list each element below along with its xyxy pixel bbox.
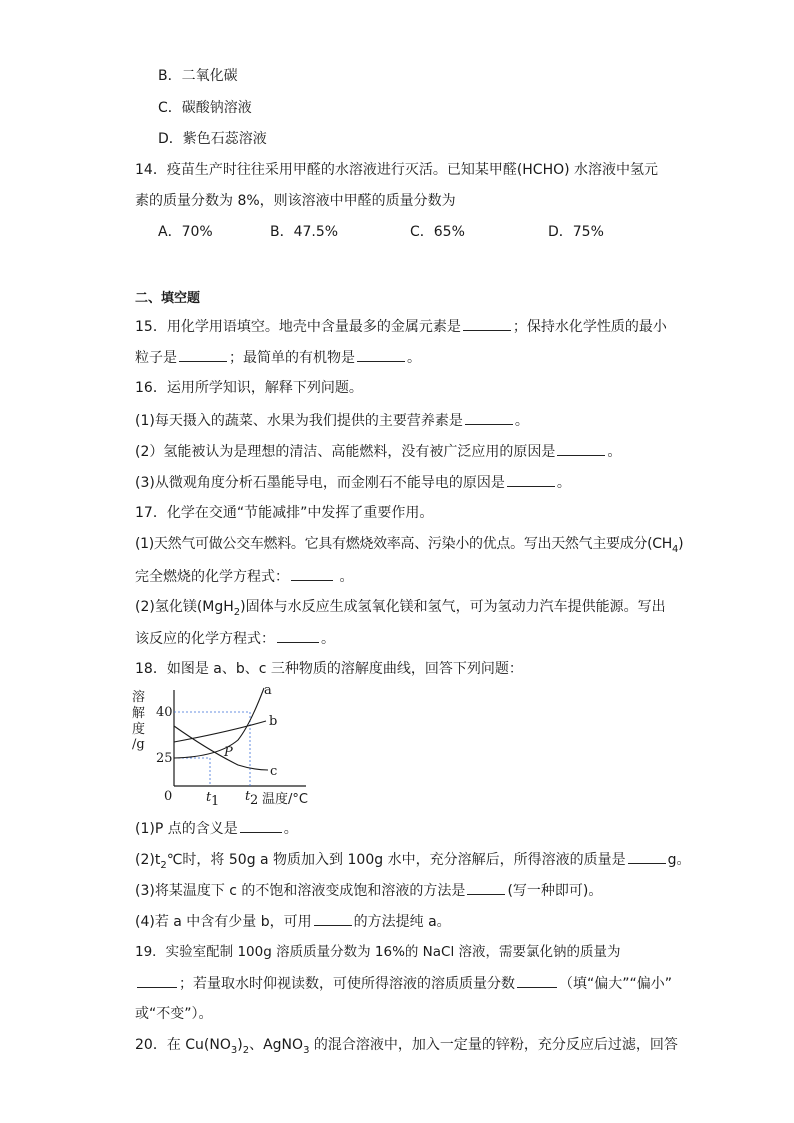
q15-line-2	[135, 347, 421, 368]
y-tick-40: 40	[156, 705, 173, 720]
q18-p4-end: 的方法提纯 a。	[353, 914, 451, 930]
series-label-b: b	[269, 714, 278, 729]
q16-part-2	[135, 441, 621, 462]
q17-part-1-line-2	[135, 566, 353, 587]
q18-part-4	[135, 911, 451, 932]
q16-stem: 16．运用所学知识，解释下列问题。	[135, 380, 363, 396]
q17-p1-subscript: 4	[672, 543, 679, 555]
q19-text-2: （填“偏大”“偏小”	[559, 976, 673, 992]
q18-p2-end: g。	[667, 852, 691, 868]
q16-p3-end: 。	[556, 475, 571, 491]
y-label-char-1: 溶	[132, 690, 146, 705]
q18-p2-subscript: 2	[160, 859, 167, 871]
q17-blank-1[interactable]	[291, 566, 333, 581]
q14-option-d: D．75%	[548, 224, 604, 240]
q17-blank-2[interactable]	[277, 628, 319, 643]
q16-p1-text: (1)每天摄入的蔬菜、水果为我们提供的主要营养素是	[135, 413, 463, 429]
x-axis-label: 温度/°C	[262, 792, 308, 807]
origin-label: 0	[164, 789, 173, 804]
section-heading-fill-in: 二、填空题	[135, 291, 201, 306]
y-label-unit: /g	[132, 737, 145, 752]
q15-text-1: 15．用化学用语填空。地壳中含量最多的金属元素是	[135, 319, 461, 335]
q18-blank-3[interactable]	[467, 880, 505, 895]
q19-line-1: 19．实验室配制 100g 溶质质量分数为 16%的 NaCl 溶液，需要氯化钠的质量为	[135, 944, 621, 960]
q20-sub-2: 2	[242, 1044, 250, 1056]
q20-sub-3: 3	[303, 1044, 310, 1056]
q20-text-b: )	[237, 1037, 243, 1053]
q16-part-3	[135, 472, 571, 493]
q14-line-2: 素的质量分数为 8%，则该溶液中甲醛的质量分数为	[135, 193, 456, 209]
q15-text-4: ；最简单的有机物是	[229, 350, 355, 366]
q16-blank-1[interactable]	[465, 410, 513, 425]
q15-text-2: ；保持水化学性质的最小	[512, 319, 667, 335]
x-tick-t2: t	[245, 789, 251, 804]
q19-blank-1[interactable]	[137, 973, 177, 988]
q17-part-1-line-1	[135, 534, 683, 560]
q15-line-1	[135, 316, 667, 337]
q17-p2-end: 。	[321, 631, 335, 647]
q18-part-3	[135, 880, 602, 901]
q20-text-d: 的混合溶液中，加入一定量的锌粉，充分反应后过滤，回答	[309, 1037, 678, 1053]
q14-option-c: C．65%	[410, 224, 465, 240]
q19-blank-2[interactable]	[517, 973, 557, 988]
q16-part-1	[135, 410, 529, 431]
q18-p1-end: 。	[283, 821, 298, 837]
curve-a	[174, 688, 264, 758]
solubility-curve-figure	[128, 680, 328, 810]
series-label-a: a	[264, 683, 272, 698]
q15-text-3: 粒子是	[135, 350, 177, 366]
q18-stem: 18．如图是 a、b、c 三种物质的溶解度曲线，回答下列问题：	[135, 661, 523, 677]
q16-p1-end: 。	[514, 413, 529, 429]
q20-text-a: 20．在 Cu(NO	[135, 1037, 231, 1053]
q17-part-2-line-2	[135, 628, 335, 649]
q20-sub-1: 3	[230, 1044, 238, 1056]
q15-blank-1[interactable]	[463, 316, 511, 331]
q13-option-c: C．碳酸钠溶液	[158, 100, 252, 116]
q15-blank-3[interactable]	[357, 347, 405, 362]
q17-p2-text: (2)氢化镁(MgH	[135, 599, 234, 615]
q13-option-b: B．二氧化碳	[158, 68, 238, 84]
q16-p2-text: (2）氢能被认为是理想的清洁、高能燃料，没有被广泛应用的原因是	[135, 444, 556, 460]
y-label-char-2: 解	[132, 706, 146, 721]
q18-part-1	[135, 818, 298, 839]
curve-b	[174, 721, 266, 742]
q18-p1-text: (1)P 点的含义是	[135, 821, 238, 837]
q18-p2-rest: ℃时，将 50g a 物质加入到 100g 水中，充分溶解后，所得溶液的质量是	[166, 852, 626, 868]
q18-part-2	[135, 849, 690, 876]
q15-blank-2[interactable]	[179, 347, 227, 362]
y-tick-25: 25	[156, 751, 173, 766]
q16-p3-text: (3)从微观角度分析石墨能导电，而金刚石不能导电的原因是	[135, 475, 505, 491]
q13-option-d: D．紫色石蕊溶液	[158, 131, 267, 147]
x-tick-t2-sub: 2	[250, 793, 259, 808]
q18-p3-end: (写一种即可)。	[507, 883, 603, 899]
y-label-char-3: 度	[132, 722, 146, 737]
q16-blank-3[interactable]	[507, 472, 555, 487]
point-label-p: P	[224, 745, 233, 760]
q18-blank-2[interactable]	[628, 849, 666, 864]
q18-p4-text: (4)若 a 中含有少量 b，可用	[135, 914, 312, 930]
q17-p1-prompt: 完全燃烧的化学方程式：	[135, 569, 289, 585]
q17-p1-text: (1)天然气可做公交车燃料。它具有燃烧效率高、污染小的优点。写出天然气主要成分(CH	[135, 536, 672, 552]
q18-blank-1[interactable]	[240, 818, 282, 833]
q17-p1-paren: )	[678, 536, 684, 552]
q17-p1-end: 。	[335, 569, 354, 585]
q17-p2-subscript: 2	[233, 606, 241, 618]
q18-p3-text: (3)将某温度下 c 的不饱和溶液变成饱和溶液的方法是	[135, 883, 466, 899]
q20-line-1	[135, 1035, 678, 1061]
q16-blank-2[interactable]	[557, 441, 605, 456]
q17-part-2-line-1	[135, 597, 666, 623]
x-tick-t1-sub: 1	[211, 794, 220, 809]
q20-text-c: 、AgNO	[249, 1037, 304, 1053]
x-tick-t1: t	[206, 790, 212, 805]
q19-line-3: 或“不变”）。	[135, 1006, 213, 1022]
q14-option-a: A．70%	[158, 224, 213, 240]
q17-p2-prompt: 该反应的化学方程式：	[135, 631, 275, 647]
q15-text-5: 。	[407, 350, 421, 366]
q19-line-2	[135, 973, 672, 994]
series-label-c: c	[270, 764, 278, 779]
q19-text-1: ；若量取水时仰视读数，可使所得溶液的溶质质量分数	[179, 976, 515, 992]
q18-blank-4[interactable]	[314, 911, 352, 926]
q14-line-1: 14．疫苗生产时往往采用甲醛的水溶液进行灭活。已知某甲醛(HCHO) 水溶液中氢元	[135, 162, 659, 178]
q18-p2-text: (2)t	[135, 852, 161, 868]
q17-stem: 17．化学在交通“节能减排”中发挥了重要作用。	[135, 505, 434, 521]
q16-p2-end: 。	[607, 444, 622, 460]
q14-option-b: B．47.5%	[270, 224, 339, 240]
q17-p2-rest: )固体与水反应生成氢氧化镁和氢气，可为氢动力汽车提供能源。写出	[240, 599, 666, 615]
